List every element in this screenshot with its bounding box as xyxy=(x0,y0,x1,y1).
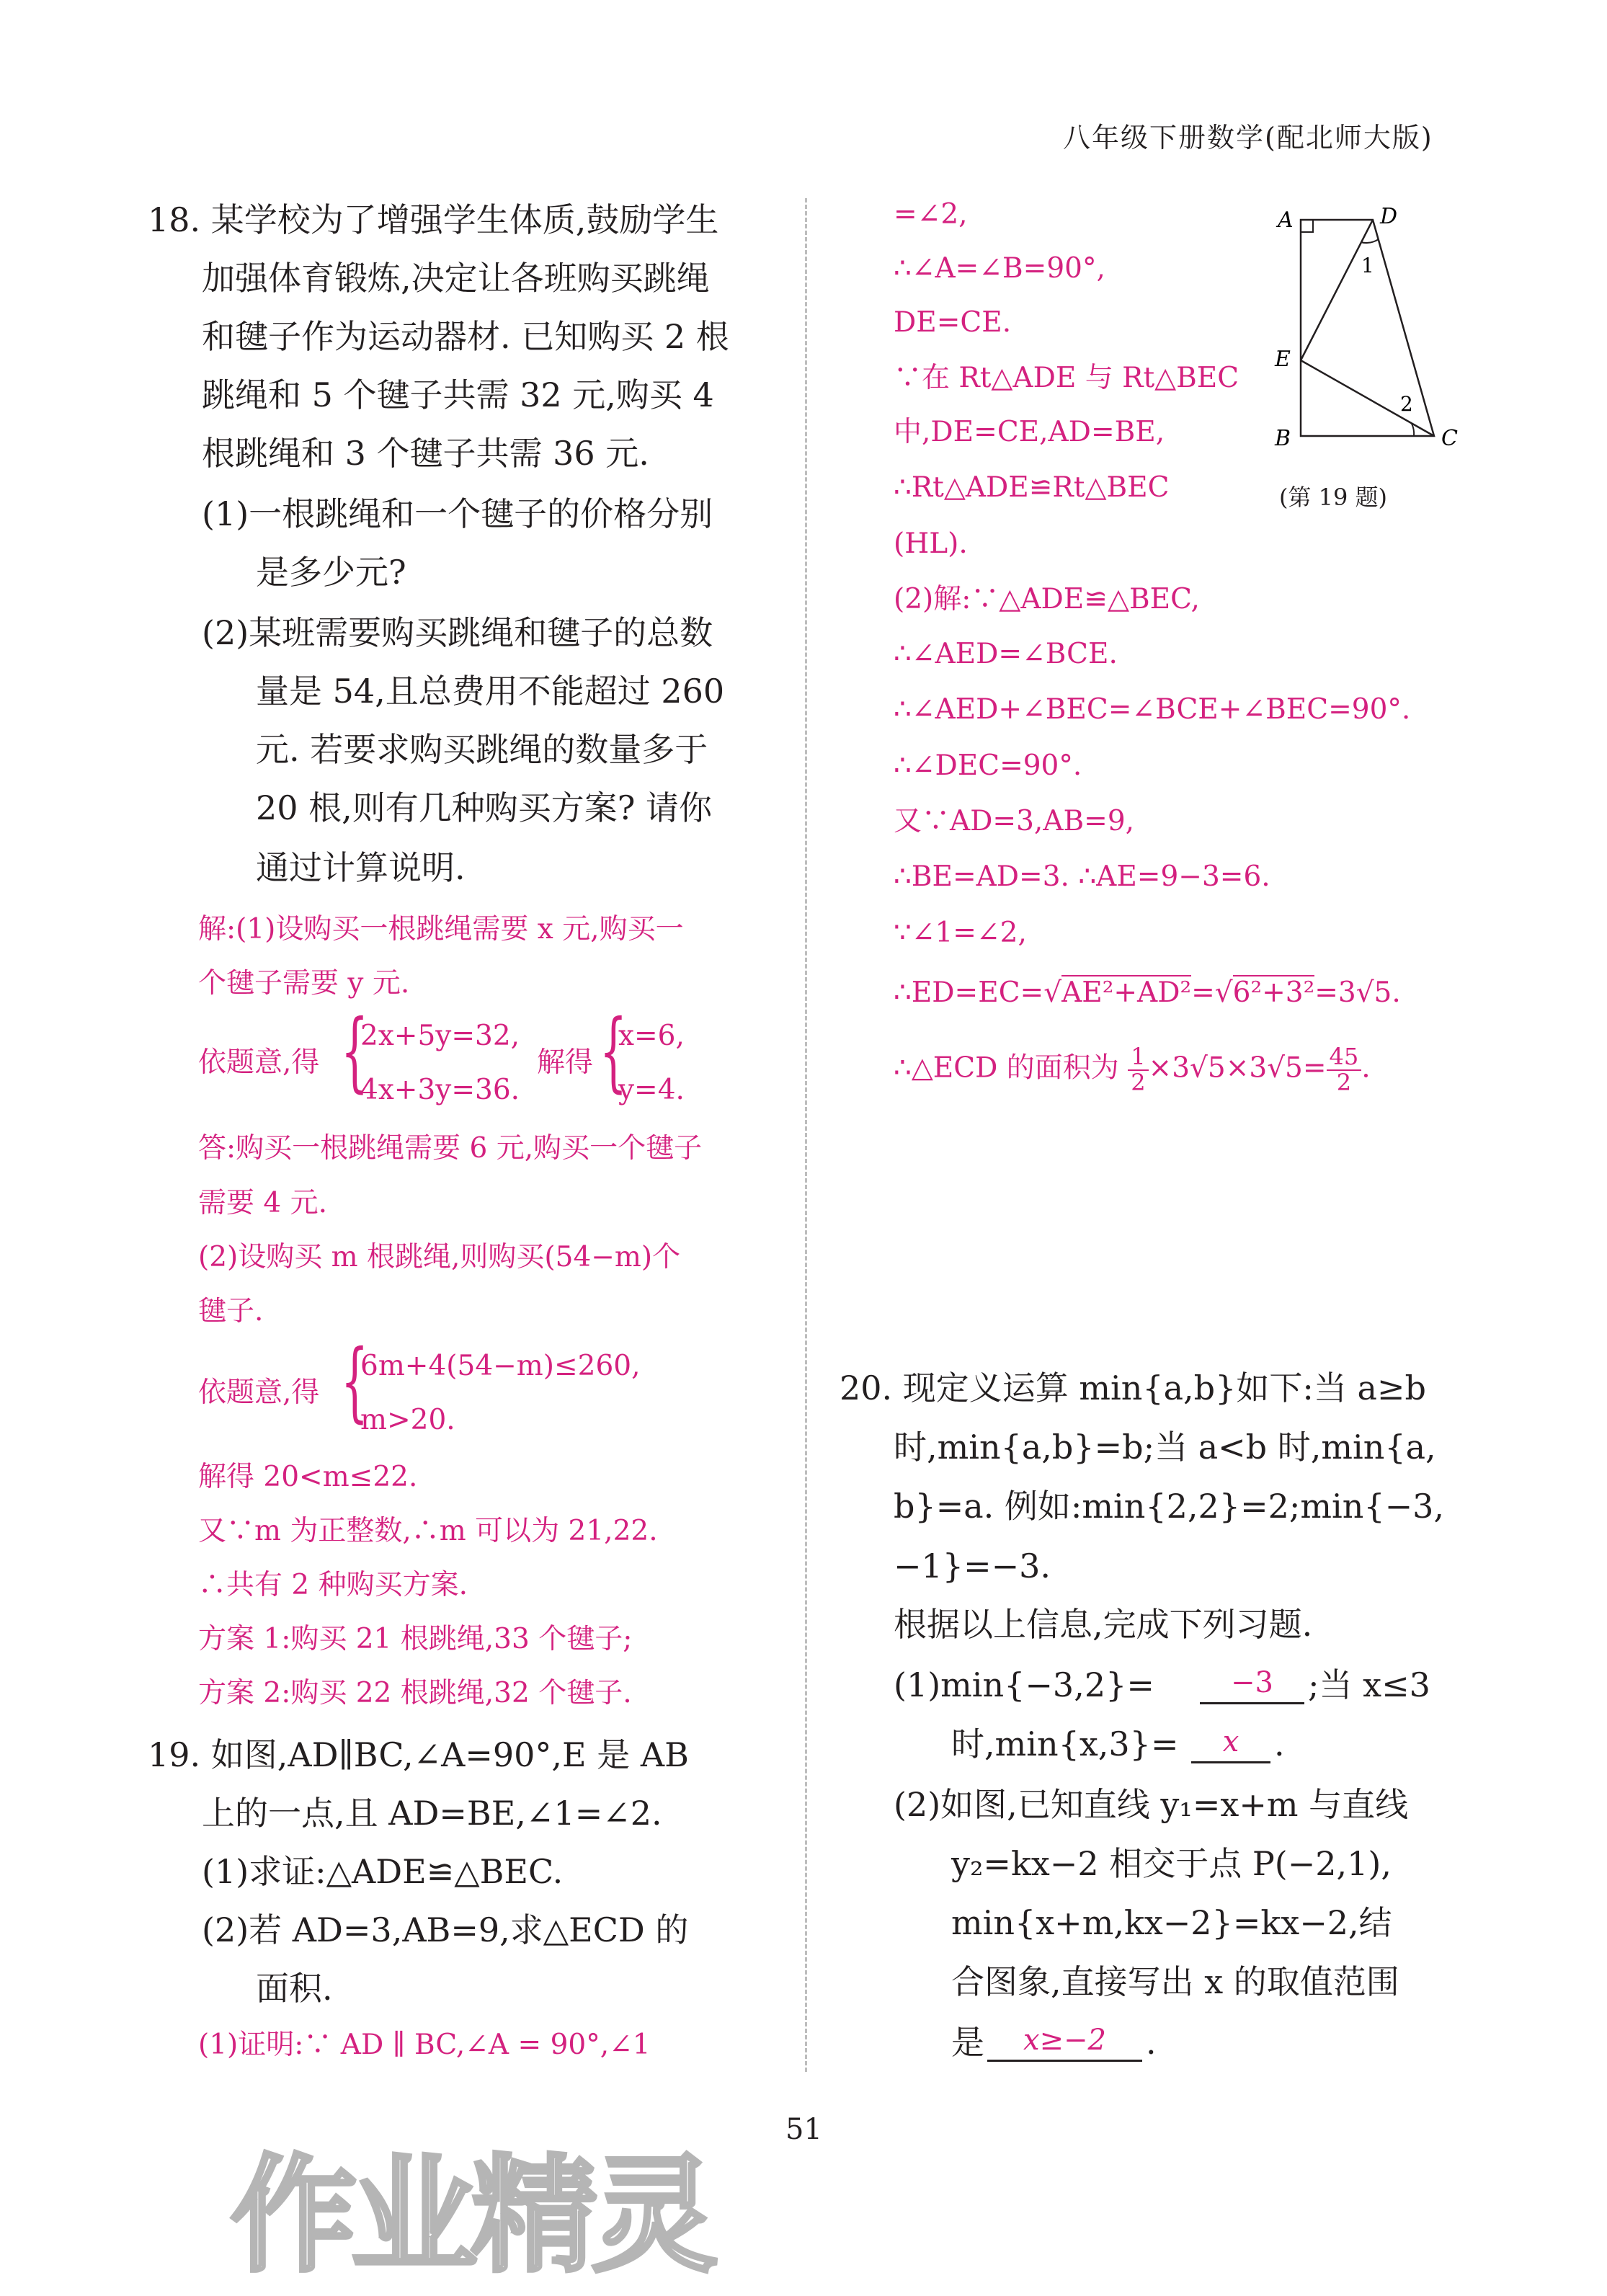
q19-fraction-half xyxy=(1128,1045,1148,1095)
q19-ed-ec-radicand-1: AE²+AD² xyxy=(1061,976,1192,1009)
radical-sign-icon: √ xyxy=(1214,976,1233,1009)
q18-answer-line-1: 解:(1)设购买一根跳绳需要 x 元,购买一 xyxy=(198,913,684,945)
q20-part2-line-1: (2)如图,已知直线 y₁=x+m 与直线 xyxy=(894,1785,1409,1824)
page-number: 51 xyxy=(785,2113,822,2146)
q18-system3-prefix: 依题意,得 xyxy=(198,1376,320,1409)
fraction-numerator: 1 xyxy=(1128,1045,1148,1071)
q18-stem-line-5: 根跳绳和 3 个毽子共需 36 元. xyxy=(202,434,649,473)
right-angle-mark-icon xyxy=(1301,220,1313,232)
label-a: A xyxy=(1278,208,1294,233)
q19-area-mid: ×3√5×3√5= xyxy=(1148,1051,1327,1085)
radical-sign-icon: √ xyxy=(1043,976,1062,1009)
q18-answer-tail-3: ∴共有 2 种购买方案. xyxy=(198,1569,468,1601)
q18-brace-3: { xyxy=(341,1332,369,1432)
q19-answer-right-3: DE=CE. xyxy=(894,306,1012,339)
q20-part2-line-2: y₂=kx−2 相交于点 P(−2,1), xyxy=(951,1844,1392,1883)
q19-stem-line-2: 上的一点,且 AD=BE,∠1=∠2. xyxy=(202,1794,662,1833)
q19-figure xyxy=(1265,195,1481,468)
q18-answer-tail-4: 方案 1:购买 21 根跳绳,33 个毽子; xyxy=(198,1623,633,1655)
header-title: 八年级下册数学(配北师大版) xyxy=(1063,122,1433,153)
label-c: C xyxy=(1441,426,1458,451)
q20-part2-blank xyxy=(987,2024,1142,2062)
q19-fraction-result xyxy=(1327,1045,1362,1095)
q18-part2-line-3: 元. 若要求购买跳绳的数量多于 xyxy=(256,730,708,769)
q19-figure-caption: (第 19 题) xyxy=(1279,484,1388,511)
q20-part1-answer-2: x xyxy=(1222,1725,1239,1758)
q20-stem-line-4: −1}=−3. xyxy=(894,1547,1051,1585)
q18-part2-line-5: 通过计算说明. xyxy=(256,848,466,887)
q19-part1: (1)求证:△ADE≌△BEC. xyxy=(202,1852,564,1891)
q20-part1-d: . xyxy=(1274,1725,1285,1763)
q20-part2-last-suffix: . xyxy=(1146,2023,1157,2062)
q18-part1-line-2: 是多少元? xyxy=(256,553,406,592)
q18-brace-2: { xyxy=(600,1002,628,1102)
q18-answer-line-2: 个毽子需要 y 元. xyxy=(198,967,410,1000)
q19-answer-right-9: ∴∠AED=∠BCE. xyxy=(894,638,1118,670)
q20-part2-line-3: min{x+m,kx−2}=kx−2,结 xyxy=(951,1903,1392,1942)
q19-answer-right-1: =∠2, xyxy=(894,198,968,231)
q20-stem-line-5: 根据以上信息,完成下列习题. xyxy=(894,1605,1313,1644)
q20-part2-line-4: 合图象,直接写出 x 的取值范围 xyxy=(951,1962,1399,2001)
q19-ed-ec-radicand-2: 6²+3² xyxy=(1232,976,1315,1009)
q19-answer-start: (1)证明:∵ AD ∥ BC,∠A = 90°,∠1 xyxy=(198,2029,651,2061)
q20-part2-last-prefix: 是 xyxy=(951,2023,984,2062)
q18-answer-tail-1: 解得 20<m≤22. xyxy=(198,1461,418,1493)
q20-stem-line-2: 时,min{a,b}=b;当 a<b 时,min{a, xyxy=(894,1428,1436,1467)
q18-answer-part1-line-2: 需要 4 元. xyxy=(198,1187,328,1219)
q19-area-left: ∴△ECD 的面积为 xyxy=(894,1051,1119,1085)
q19-part2-cont: 面积. xyxy=(256,1969,333,2008)
q19-answer-right-4: ∵在 Rt△ADE 与 Rt△BEC xyxy=(894,362,1239,394)
q19-answer-right-5: 中,DE=CE,AD=BE, xyxy=(894,416,1165,448)
figure-segment-ec xyxy=(1301,360,1434,436)
q18-system1-eq1: 2x+5y=32, xyxy=(360,1020,520,1052)
q18-stem-line-2: 加强体育锻炼,决定让各班购买跳绳 xyxy=(202,259,710,298)
q18-system2-eq1: x=6, xyxy=(618,1020,685,1052)
q20-part1-b: ;当 x≤3 xyxy=(1308,1665,1430,1704)
q19-ed-ec-tail: =3√5. xyxy=(1314,976,1401,1009)
q19-answer-right-11: ∴∠DEC=90°. xyxy=(894,749,1082,782)
q19-answer-right-12: 又∵AD=3,AB=9, xyxy=(894,805,1135,837)
q19-ed-ec-line xyxy=(894,976,1401,1009)
q18-system1-eq2: 4x+3y=36. xyxy=(360,1074,520,1106)
q18-answer-tail-5: 方案 2:购买 22 根跳绳,32 个毽子. xyxy=(198,1677,632,1709)
fraction-denominator: 2 xyxy=(1336,1068,1352,1096)
figure-quadrilateral xyxy=(1301,220,1434,436)
q18-answer-part1-line-1: 答:购买一根跳绳需要 6 元,购买一个毽子 xyxy=(198,1132,703,1165)
q19-answer-right-8: (2)解:∵△ADE≌△BEC, xyxy=(894,583,1200,615)
q18-answer-part2-line-1: (2)设购买 m 根跳绳,则购买(54−m)个 xyxy=(198,1241,681,1273)
q19-answer-right-7: (HL). xyxy=(894,528,968,560)
q20-part1-blank-2 xyxy=(1191,1725,1270,1763)
fraction-denominator: 2 xyxy=(1131,1068,1146,1096)
q18-part2-line-4: 20 根,则有几种购买方案? 请你 xyxy=(256,788,713,827)
q20-stem-line-1: 20. 现定义运算 min{a,b}如下:当 a≥b xyxy=(840,1369,1426,1407)
q19-answer-right-2: ∴∠A=∠B=90°, xyxy=(894,252,1105,285)
q18-part1-line-1: (1)一根跳绳和一个毽子的价格分别 xyxy=(202,494,713,533)
label-angle-2: 2 xyxy=(1400,392,1413,416)
q20-part1-answer-1: −3 xyxy=(1231,1666,1273,1699)
q18-answer-tail-2: 又∵m 为正整数,∴m 可以为 21,22. xyxy=(198,1515,658,1547)
q19-ed-ec-left: ∴ED=EC= xyxy=(894,976,1044,1009)
q19-part2: (2)若 AD=3,AB=9,求△ECD 的 xyxy=(202,1910,689,1949)
q20-part1-blank-1 xyxy=(1200,1666,1304,1704)
q20-part1-c: 时,min{x,3}= xyxy=(951,1725,1179,1763)
q18-stem-line-3: 和毽子作为运动器材. 已知购买 2 根 xyxy=(202,317,729,356)
figure-segment-ed xyxy=(1301,220,1373,360)
q19-answer-right-13: ∴BE=AD=3. ∴AE=9−3=6. xyxy=(894,860,1270,893)
column-divider xyxy=(805,198,807,2072)
label-e: E xyxy=(1275,347,1291,372)
q19-stem-line-1: 19. 如图,AD∥BC,∠A=90°,E 是 AB xyxy=(148,1735,689,1774)
q19-area-line xyxy=(894,1045,1371,1095)
q19-area-end: . xyxy=(1361,1051,1371,1085)
q18-stem-line-4: 跳绳和 5 个毽子共需 32 元,购买 4 xyxy=(202,375,714,414)
q18-system3-eq2: m>20. xyxy=(360,1404,455,1436)
q20-stem-line-3: b}=a. 例如:min{2,2}=2;min{−3, xyxy=(894,1487,1445,1526)
q18-system2-eq2: y=4. xyxy=(618,1074,685,1106)
q18-solve-prefix: 解得 xyxy=(537,1046,594,1079)
q18-answer-part2-line-2: 毽子. xyxy=(198,1295,264,1327)
label-angle-1: 1 xyxy=(1361,254,1374,277)
q18-part2-line-2: 量是 54,且总费用不能超过 260 xyxy=(256,672,725,711)
q18-part2-line-1: (2)某班需要购买跳绳和毽子的总数 xyxy=(202,613,713,652)
q18-system3-eq1: 6m+4(54−m)≤260, xyxy=(360,1350,641,1382)
q19-ed-ec-eq: = xyxy=(1191,976,1215,1009)
q19-answer-right-10: ∴∠AED+∠BEC=∠BCE+∠BEC=90°. xyxy=(894,693,1411,726)
fraction-numerator: 45 xyxy=(1327,1045,1362,1071)
q18-brace-1: { xyxy=(341,1002,369,1102)
q19-answer-right-14: ∵∠1=∠2, xyxy=(894,917,1027,949)
q18-stem-line-1: 18. 某学校为了增强学生体质,鼓励学生 xyxy=(148,200,719,239)
label-b: B xyxy=(1275,426,1291,451)
watermark-logo: 作业精灵 xyxy=(231,2143,712,2290)
q20-part2-answer: x≥−2 xyxy=(1023,2024,1107,2057)
label-d: D xyxy=(1380,204,1398,229)
q19-answer-right-6: ∴Rt△ADE≌Rt△BEC xyxy=(894,471,1170,504)
angle-2-arc-icon xyxy=(1412,424,1414,436)
q20-part1-a: (1)min{−3,2}= xyxy=(894,1665,1154,1704)
q18-system-prefix: 依题意,得 xyxy=(198,1046,320,1079)
